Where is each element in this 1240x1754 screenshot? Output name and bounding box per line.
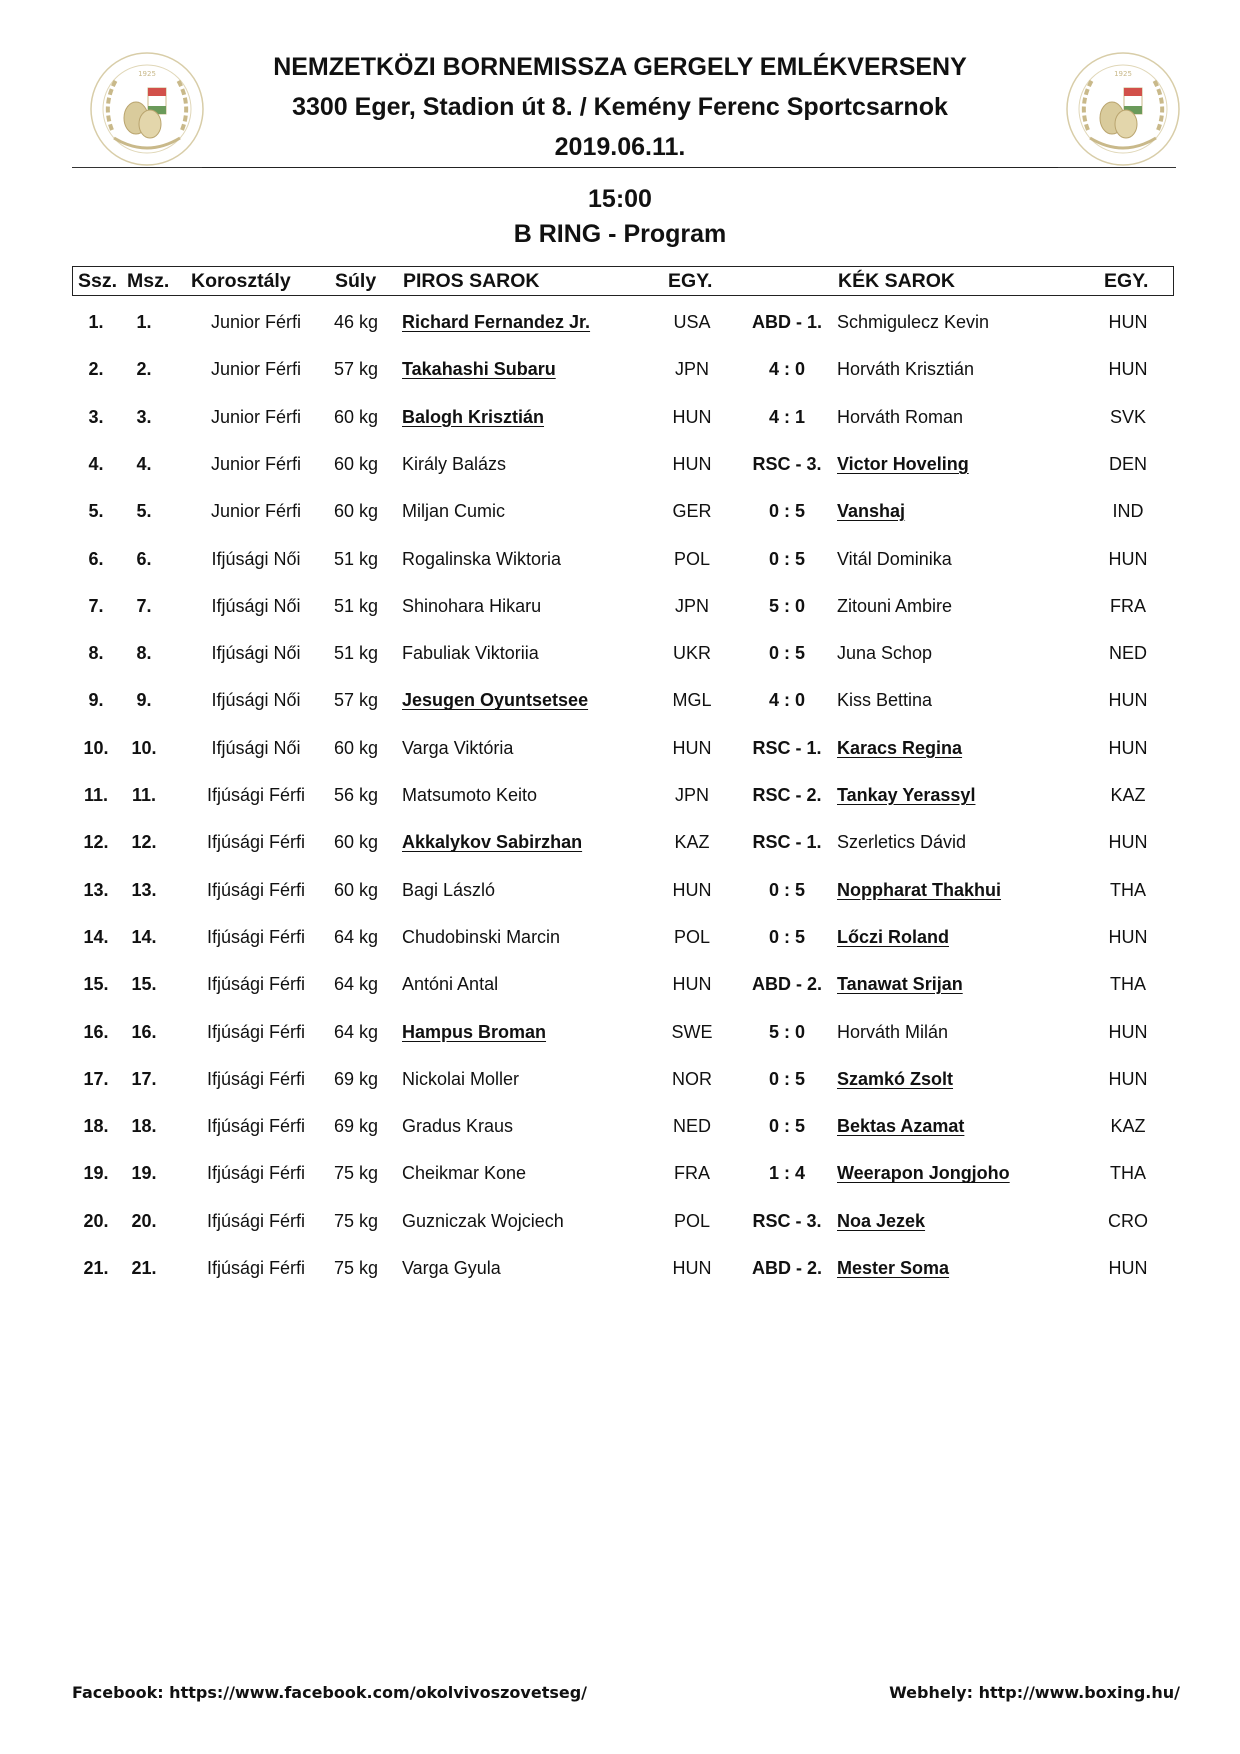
cell-ssz: 19.	[83, 1163, 109, 1184]
cell-red-corner: Chudobinski Marcin	[402, 926, 561, 947]
cell-blue-country: HUN	[1108, 359, 1148, 380]
table-row	[72, 1017, 1174, 1047]
table-row	[72, 1253, 1174, 1283]
cell-red-country: HUN	[672, 1258, 712, 1278]
table-row	[72, 685, 1174, 715]
cell-blue-country: DEN	[1108, 453, 1147, 474]
cell-red-country: JPN	[674, 785, 709, 805]
cell-msz: 10.	[131, 737, 157, 758]
col-msz: Msz.	[127, 270, 170, 292]
cell-red-country: NOR	[672, 1068, 712, 1089]
table-row	[72, 969, 1174, 999]
cell-msz: 17.	[131, 1068, 157, 1089]
cell-red-country: POL	[673, 1210, 711, 1231]
cell-age: Junior Férfi	[210, 359, 302, 380]
table-row	[72, 1064, 1174, 1094]
cell-age: Ifjúsági Férfi	[206, 926, 306, 947]
cell-blue-corner: Szerletics Dávid	[837, 832, 967, 853]
cell-ssz: 16.	[83, 1021, 109, 1042]
cell-weight: 64 kg	[334, 1021, 379, 1042]
cell-red-corner: Antóni Antal	[402, 974, 499, 995]
cell-red-corner: Jesugen Oyuntsetsee	[402, 690, 589, 711]
cell-ssz: 18.	[83, 1116, 109, 1137]
cell-blue-country: THA	[1110, 879, 1146, 900]
cell-blue-corner: Vitál Dominika	[837, 548, 952, 569]
cell-age: Junior Férfi	[210, 312, 302, 332]
cell-red-corner: Matsumoto Keito	[402, 785, 538, 805]
header-rule-right	[1058, 167, 1176, 168]
table-row	[72, 922, 1174, 952]
cell-age: Junior Férfi	[210, 406, 302, 427]
cell-age: Ifjúsági Női	[211, 595, 301, 616]
cell-blue-corner: Weerapon Jongjoho	[837, 1163, 1010, 1184]
cell-blue-corner: Kiss Bettina	[837, 690, 933, 711]
cell-red-country: GER	[672, 501, 712, 522]
table-row	[72, 1206, 1174, 1236]
cell-result: RSC - 2.	[752, 785, 822, 805]
cell-blue-corner: Schmigulecz Kevin	[837, 312, 990, 332]
svg-text:1925: 1925	[138, 70, 156, 78]
cell-result: 0 : 5	[768, 1116, 806, 1137]
cell-blue-country: HUN	[1108, 926, 1148, 947]
ring-title: B RING - Program	[513, 220, 727, 248]
col-weight: Súly	[335, 270, 377, 292]
cell-red-country: JPN	[674, 359, 709, 380]
cell-age: Ifjúsági Női	[211, 548, 301, 569]
cell-blue-country: HUN	[1108, 1258, 1148, 1278]
cell-red-corner: Takahashi Subaru	[402, 359, 556, 380]
table-header	[72, 266, 1174, 296]
cell-blue-corner: Tanawat Srijan	[837, 974, 963, 995]
cell-age: Junior Férfi	[210, 453, 302, 474]
cell-ssz: 6.	[88, 548, 104, 569]
table-row	[72, 496, 1174, 526]
cell-age: Ifjúsági Női	[211, 737, 301, 758]
cell-red-country: KAZ	[674, 832, 710, 853]
cell-blue-country: CRO	[1108, 1210, 1148, 1231]
col-blue-corner: KÉK SAROK	[838, 270, 956, 292]
cell-weight: 60 kg	[334, 879, 379, 900]
cell-result: RSC - 1.	[752, 832, 822, 853]
cell-blue-corner: Mester Soma	[837, 1258, 950, 1278]
cell-msz: 18.	[131, 1116, 157, 1137]
cell-msz: 14.	[131, 926, 157, 947]
cell-result: 5 : 0	[768, 1021, 806, 1042]
cell-age: Ifjúsági Férfi	[206, 832, 306, 853]
event-date: 2019.06.11.	[554, 133, 686, 161]
cell-weight: 75 kg	[334, 1210, 379, 1231]
cell-msz: 3.	[136, 406, 152, 427]
session-time: 15:00	[588, 185, 652, 213]
table-row	[72, 354, 1174, 384]
cell-result: 5 : 0	[768, 595, 806, 616]
cell-blue-country: KAZ	[1110, 785, 1146, 805]
cell-weight: 69 kg	[334, 1068, 379, 1089]
cell-blue-country: KAZ	[1110, 1116, 1146, 1137]
cell-blue-corner: Tankay Yerassyl	[837, 785, 976, 805]
cell-msz: 11.	[131, 785, 157, 805]
cell-blue-corner: Victor Hoveling	[837, 453, 969, 474]
cell-blue-corner: Horváth Roman	[837, 406, 964, 427]
cell-blue-country: FRA	[1110, 595, 1146, 616]
cell-result: 0 : 5	[768, 548, 806, 569]
cell-weight: 51 kg	[334, 548, 379, 569]
cell-age: Ifjúsági Férfi	[206, 879, 306, 900]
cell-result: RSC - 3.	[752, 453, 822, 474]
col-red-country: EGY.	[668, 270, 713, 292]
cell-blue-country: HUN	[1108, 312, 1148, 332]
cell-ssz: 3.	[88, 406, 104, 427]
cell-msz: 5.	[136, 501, 152, 522]
cell-red-country: HUN	[672, 406, 712, 427]
cell-red-corner: Varga Gyula	[402, 1258, 501, 1278]
cell-weight: 69 kg	[334, 1116, 379, 1137]
cell-result: 0 : 5	[768, 501, 806, 522]
cell-result: ABD - 2.	[751, 974, 822, 995]
cell-ssz: 17.	[83, 1068, 109, 1089]
cell-blue-corner: Juna Schop	[837, 643, 933, 664]
cell-red-corner: Fabuliak Viktoriia	[402, 643, 539, 664]
cell-weight: 64 kg	[334, 926, 379, 947]
cell-red-corner: Király Balázs	[402, 453, 507, 474]
cell-msz: 12.	[131, 832, 157, 853]
svg-text:1925: 1925	[1114, 70, 1132, 78]
cell-red-corner: Shinohara Hikaru	[402, 595, 542, 616]
cell-blue-country: THA	[1110, 974, 1146, 995]
cell-result: RSC - 1.	[752, 737, 822, 758]
cell-msz: 8.	[136, 643, 152, 664]
cell-msz: 1.	[136, 312, 152, 332]
cell-weight: 75 kg	[334, 1163, 379, 1184]
cell-red-corner: Nickolai Moller	[402, 1068, 520, 1089]
cell-weight: 56 kg	[334, 785, 379, 805]
cell-weight: 51 kg	[334, 643, 379, 664]
event-title: NEMZETKÖZI BORNEMISSZA GERGELY EMLÉKVERSENY	[273, 53, 967, 81]
cell-blue-country: HUN	[1108, 690, 1148, 711]
cell-red-country: HUN	[672, 974, 712, 995]
cell-msz: 4.	[136, 453, 152, 474]
table-row	[72, 1111, 1174, 1141]
col-red-corner: PIROS SAROK	[403, 270, 540, 292]
cell-red-corner: Akkalykov Sabirzhan	[402, 832, 583, 853]
cell-red-country: FRA	[674, 1163, 710, 1184]
cell-ssz: 21.	[83, 1258, 109, 1278]
cell-result: 0 : 5	[768, 643, 806, 664]
cell-blue-corner: Horváth Milán	[837, 1021, 949, 1042]
cell-msz: 13.	[131, 879, 157, 900]
cell-blue-country: HUN	[1108, 548, 1148, 569]
cell-result: 1 : 4	[768, 1163, 806, 1184]
cell-result: ABD - 2.	[751, 1258, 822, 1278]
table-row	[72, 733, 1174, 763]
cell-age: Ifjúsági Női	[211, 690, 301, 711]
cell-blue-corner: Noa Jezek	[837, 1210, 926, 1231]
cell-age: Ifjúsági Női	[211, 643, 301, 664]
cell-result: 4 : 1	[768, 406, 806, 427]
cell-weight: 64 kg	[334, 974, 379, 995]
cell-ssz: 15.	[83, 974, 109, 995]
cell-ssz: 2.	[88, 359, 104, 380]
cell-blue-corner: Noppharat Thakhui	[837, 879, 1002, 900]
cell-blue-country: HUN	[1108, 832, 1148, 853]
cell-blue-corner: Bektas Azamat	[837, 1116, 965, 1137]
cell-weight: 75 kg	[334, 1258, 379, 1278]
cell-blue-country: IND	[1112, 501, 1144, 522]
cell-ssz: 11.	[83, 785, 109, 805]
cell-weight: 46 kg	[334, 312, 379, 332]
cell-red-country: MGL	[672, 690, 712, 711]
cell-ssz: 7.	[88, 595, 104, 616]
cell-age: Ifjúsági Férfi	[206, 1163, 306, 1184]
cell-msz: 16.	[131, 1021, 157, 1042]
table-row	[72, 638, 1174, 668]
table-row	[72, 827, 1174, 857]
cell-result: 4 : 0	[768, 359, 806, 380]
cell-blue-country: HUN	[1108, 737, 1148, 758]
table-row	[72, 780, 1174, 810]
cell-red-corner: Hampus Broman	[402, 1021, 547, 1042]
cell-ssz: 8.	[88, 643, 104, 664]
cell-result: 0 : 5	[768, 879, 806, 900]
cell-ssz: 12.	[83, 832, 109, 853]
table-row	[72, 449, 1174, 479]
cell-red-corner: Bagi László	[402, 879, 496, 900]
cell-weight: 60 kg	[334, 832, 379, 853]
cell-msz: 19.	[131, 1163, 157, 1184]
cell-red-country: USA	[673, 312, 711, 332]
cell-red-corner: Rogalinska Wiktoria	[402, 548, 562, 569]
cell-blue-country: THA	[1110, 1163, 1146, 1184]
cell-age: Ifjúsági Férfi	[206, 1021, 306, 1042]
cell-red-country: JPN	[674, 595, 709, 616]
table-row	[72, 544, 1174, 574]
cell-weight: 57 kg	[334, 359, 379, 380]
table-row	[72, 591, 1174, 621]
cell-msz: 9.	[136, 690, 152, 711]
cell-ssz: 9.	[88, 690, 104, 711]
table-row	[72, 307, 1174, 337]
cell-result: 0 : 5	[768, 1068, 806, 1089]
table-row	[72, 402, 1174, 432]
cell-blue-country: SVK	[1109, 406, 1147, 427]
cell-result: RSC - 3.	[752, 1210, 822, 1231]
cell-red-corner: Varga Viktória	[402, 737, 514, 758]
cell-msz: 7.	[136, 595, 152, 616]
header-rule	[202, 167, 1058, 168]
cell-weight: 57 kg	[334, 690, 379, 711]
cell-ssz: 1.	[88, 312, 104, 332]
cell-ssz: 5.	[88, 501, 104, 522]
cell-age: Junior Férfi	[210, 501, 302, 522]
cell-age: Ifjúsági Férfi	[206, 785, 306, 805]
cell-blue-corner: Zitouni Ambire	[837, 595, 953, 616]
event-venue: 3300 Eger, Stadion út 8. / Kemény Ferenc Sportcsarnok	[292, 93, 948, 121]
cell-red-corner: Cheikmar Kone	[402, 1163, 527, 1184]
cell-red-country: NED	[672, 1116, 711, 1137]
cell-red-country: HUN	[672, 453, 712, 474]
cell-blue-corner: Vanshaj	[837, 501, 906, 522]
cell-weight: 60 kg	[334, 453, 379, 474]
cell-msz: 21.	[131, 1258, 157, 1278]
cell-red-country: HUN	[672, 737, 712, 758]
cell-msz: 6.	[136, 548, 152, 569]
cell-blue-corner: Lőczi Roland	[837, 926, 949, 947]
cell-blue-corner: Szamkó Zsolt	[837, 1068, 954, 1089]
header-rule-left	[72, 167, 202, 168]
cell-age: Ifjúsági Férfi	[206, 974, 306, 995]
cell-age: Ifjúsági Férfi	[206, 1068, 306, 1089]
footer-website: Webhely: http://www.boxing.hu/	[889, 1683, 1180, 1702]
cell-red-country: SWE	[671, 1021, 713, 1042]
cell-red-corner: Guzniczak Wojciech	[402, 1210, 564, 1231]
cell-result: ABD - 1.	[751, 312, 822, 332]
col-ssz: Ssz.	[78, 270, 118, 292]
cell-blue-country: NED	[1108, 643, 1147, 664]
footer-facebook: Facebook: https://www.facebook.com/okolvivoszovetseg/	[72, 1683, 588, 1702]
cell-red-corner: Miljan Cumic	[402, 501, 506, 522]
cell-weight: 60 kg	[334, 501, 379, 522]
cell-red-country: HUN	[672, 879, 712, 900]
cell-ssz: 4.	[88, 453, 104, 474]
cell-blue-country: HUN	[1108, 1068, 1148, 1089]
cell-red-corner: Balogh Krisztián	[402, 406, 545, 427]
cell-red-corner: Richard Fernandez Jr.	[402, 312, 591, 332]
cell-blue-country: HUN	[1108, 1021, 1148, 1042]
cell-red-corner: Gradus Kraus	[402, 1116, 514, 1137]
cell-ssz: 20.	[83, 1210, 109, 1231]
cell-age: Ifjúsági Férfi	[206, 1116, 306, 1137]
cell-result: 0 : 5	[768, 926, 806, 947]
cell-ssz: 13.	[83, 879, 109, 900]
cell-msz: 20.	[131, 1210, 157, 1231]
table-row	[72, 875, 1174, 905]
cell-age: Ifjúsági Férfi	[206, 1258, 306, 1278]
cell-blue-corner: Horváth Krisztián	[837, 359, 975, 380]
cell-red-country: POL	[673, 548, 711, 569]
cell-weight: 60 kg	[334, 737, 379, 758]
cell-msz: 2.	[136, 359, 152, 380]
table-row	[72, 1158, 1174, 1188]
cell-age: Ifjúsági Férfi	[206, 1210, 306, 1231]
cell-weight: 60 kg	[334, 406, 379, 427]
cell-red-country: UKR	[672, 643, 711, 664]
cell-blue-corner: Karacs Regina	[837, 737, 963, 758]
cell-msz: 15.	[131, 974, 157, 995]
cell-ssz: 14.	[83, 926, 109, 947]
cell-ssz: 10.	[83, 737, 109, 758]
cell-weight: 51 kg	[334, 595, 379, 616]
col-age: Korosztály	[191, 270, 291, 292]
col-blue-country: EGY.	[1104, 270, 1149, 292]
cell-red-country: POL	[673, 926, 711, 947]
cell-result: 4 : 0	[768, 690, 806, 711]
